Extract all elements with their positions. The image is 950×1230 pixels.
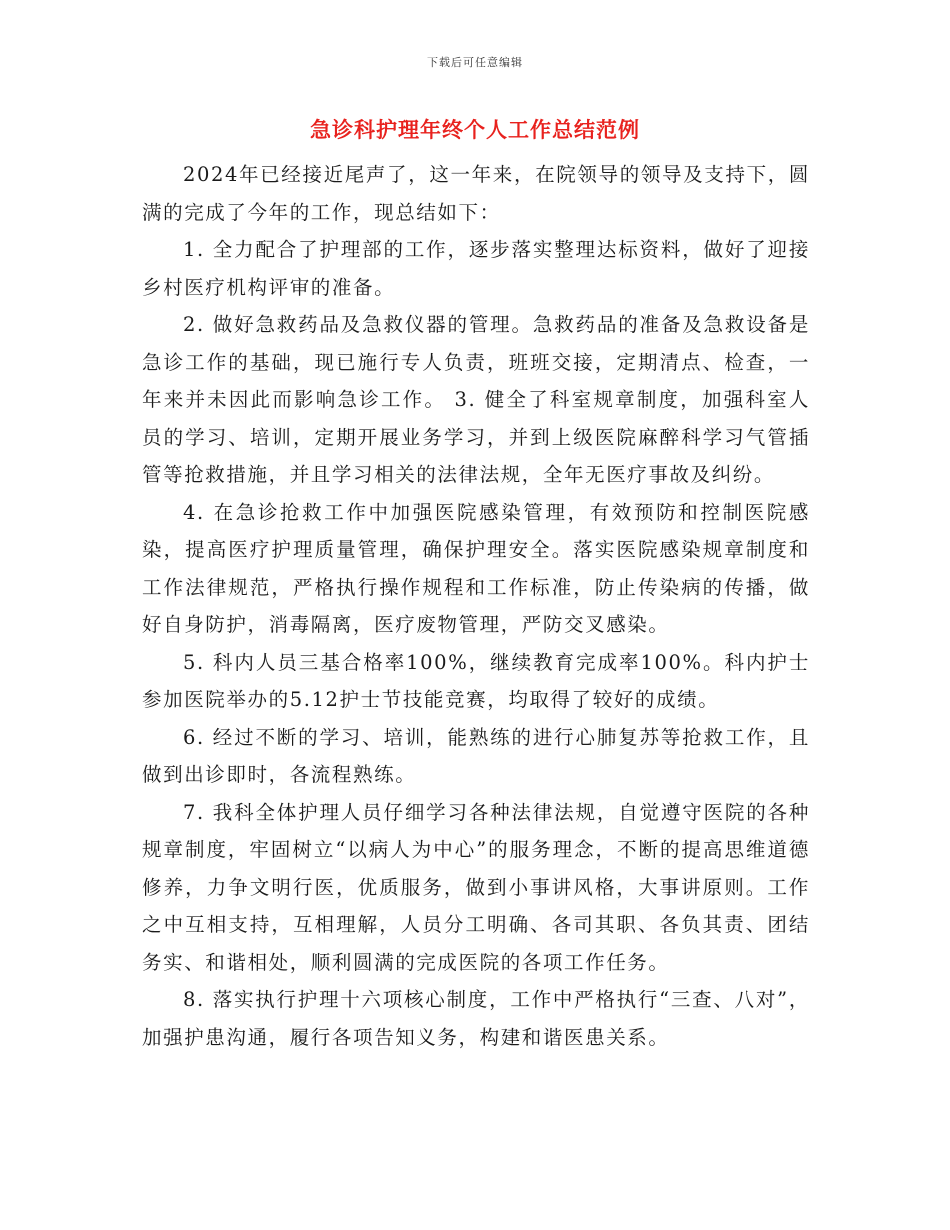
- paragraph-item-8: 8. 落实执行护理十六项核心制度，工作中严格执行“三查、八对”，加强护患沟通，履行各项告知义务，构建和谐医患关系。: [142, 988, 810, 1049]
- paragraph-item-5: 5. 科内人员三基合格率100%，继续教育完成率100%。科内护士参加医院举办的5.12护士节技能竞赛，均取得了较好的成绩。: [142, 650, 810, 711]
- paragraph-item-6: 6. 经过不断的学习、培训，能熟练的进行心肺复苏等抢救工作，且做到出诊即时，各流程熟练。: [142, 725, 810, 786]
- paragraph-item-1: 1. 全力配合了护理部的工作，逐步落实整理达标资料，做好了迎接乡村医疗机构评审的准备。: [142, 238, 810, 299]
- document-title: 急诊科护理年终个人工作总结范例: [310, 118, 640, 142]
- paragraph-intro: 2024年已经接近尾声了，这一年来，在院领导的领导及支持下，圆满的完成了今年的工作，现总结如下：: [142, 163, 810, 224]
- paragraph-item-7: 7. 我科全体护理人员仔细学习各种法律法规，自觉遵守医院的各种规章制度，牢固树立“以病人为中心”的服务理念，不断的提高思维道德修养，力争文明行医，优质服务，做到小事讲风格，大事讲原则。工作之中互相支持，互相理解，人员分工明确、各司其职、各负其责、团结务实、和谐相处，顺利圆满的完成医院的各项工作任务。: [142, 800, 810, 974]
- paragraph-item-4: 4. 在急诊抢救工作中加强医院感染管理，有效预防和控制医院感染，提高医疗护理质量管理，确保护理安全。落实医院感染规章制度和工作法律规范，严格执行操作规程和工作标准，防止传染病的传播，做好自身防护，消毒隔离，医疗废物管理，严防交叉感染。: [142, 500, 810, 636]
- paragraph-item-2-3: 2. 做好急救药品及急救仪器的管理。急救药品的准备及急救设备是急诊工作的基础，现已施行专人负责，班班交接，定期清点、检查，一年来并未因此而影响急诊工作。 3. 健全了科室规章制度，加强科室人员的学习、培训，定期开展业务学习，并到上级医院麻醉科学习气管插管等抢救措施，并且学习相关的法律法规，全年无医疗事故及纠纷。: [142, 313, 810, 486]
- document-body: [142, 156, 810, 1056]
- header-note: 下载后可任意编辑: [427, 56, 523, 69]
